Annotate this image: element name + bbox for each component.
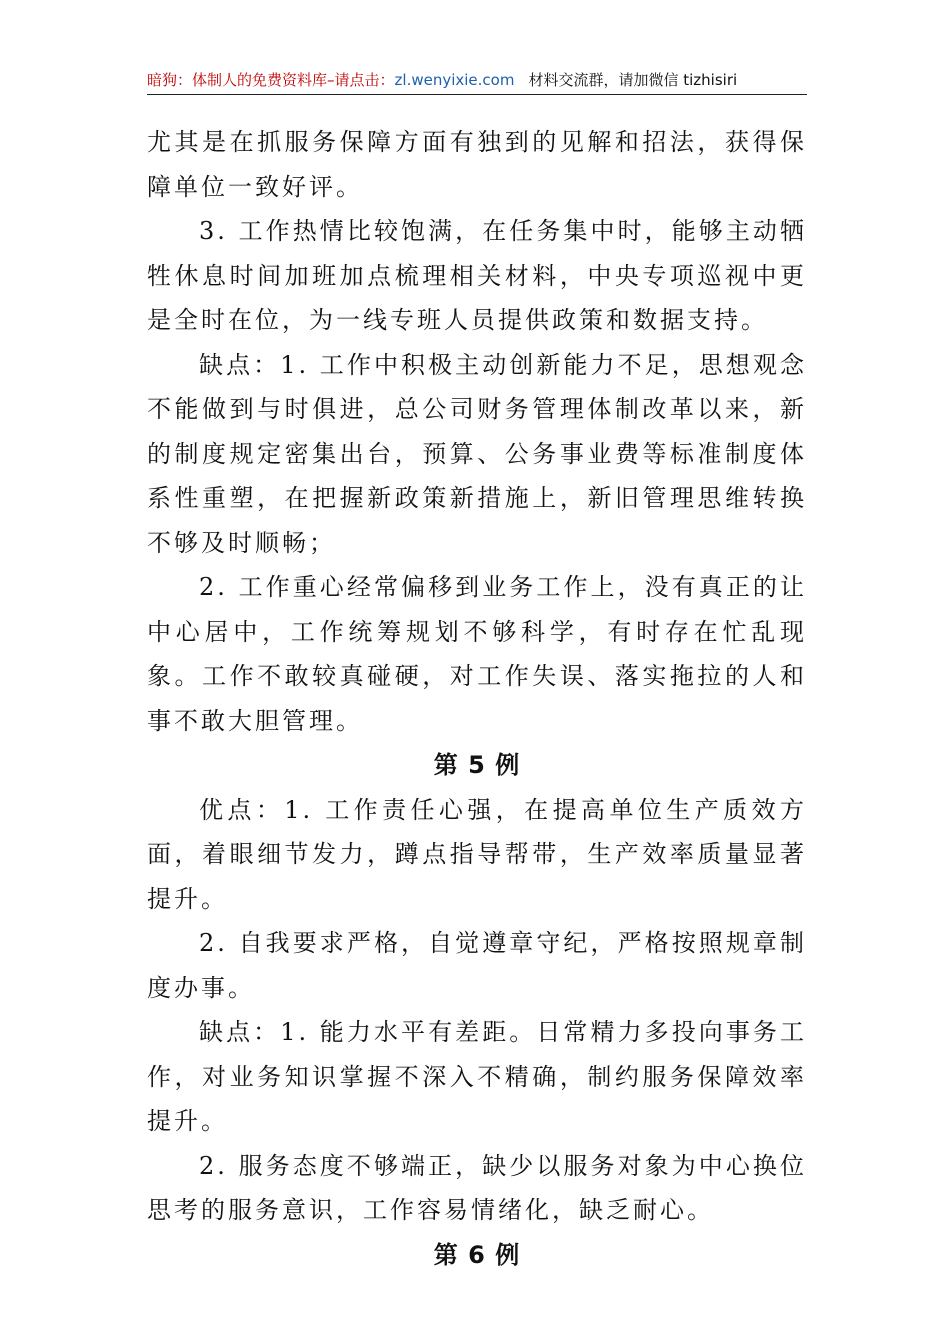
paragraph: 缺点：1. 能力水平有差距。日常精力多投向事务工作，对业务知识掌握不深入不精确，制约服务保障效率提升。 (147, 1018, 807, 1135)
document-body (147, 120, 807, 1277)
page-header (147, 68, 807, 95)
paragraph: 缺点：1. 工作中积极主动创新能力不足，思想观念不能做到与时俱进，总公司财务管理体制改革以来，新的制度规定密集出台，预算、公务事业费等标准制度体系性重塑，在把握新政策新措施上，新旧管理思维转换不够及时顺畅； (147, 350, 807, 557)
header-dash: – (327, 71, 335, 89)
header-site-name: 暗狗：体制人的免费资料库 (147, 71, 328, 89)
paragraph: 优点：1. 工作责任心强，在提高单位生产质效方面，着眼细节发力，蹲点指导帮带，生产效率质量显著提升。 (147, 795, 807, 913)
section-heading-6: 第 6 例 (433, 1240, 521, 1269)
paragraph: 2. 服务态度不够端正，缺少以服务对象为中心换位思考的服务意识，工作容易情绪化，缺乏耐心。 (147, 1151, 807, 1224)
header-url-link[interactable]: zl.wenyixie.com (394, 71, 515, 89)
paragraph: 3. 工作热情比较饱满，在任务集中时，能够主动牺牲休息时间加班加点梳理相关材料，中央专项巡视中更是全时在位，为一线专班人员提供政策和数据支持。 (147, 217, 807, 334)
paragraph: 2. 自我要求严格，自觉遵章守纪，严格按照规章制度办事。 (147, 929, 807, 1002)
header-note: 材料交流群，请加微信 tizhisiri (528, 71, 738, 89)
paragraph: 2. 工作重心经常偏移到业务工作上，没有真正的让中心居中，工作统筹规划不够科学，有时存在忙乱现象。工作不敢较真碰硬，对工作失误、落实拖拉的人和事不敢大胆管理。 (147, 573, 807, 735)
section-heading-5: 第 5 例 (433, 751, 521, 779)
header-click-label: 请点击： (334, 71, 395, 89)
paragraph: 尤其是在抓服务保障方面有独到的见解和招法，获得保障单位一致好评。 (147, 128, 807, 201)
